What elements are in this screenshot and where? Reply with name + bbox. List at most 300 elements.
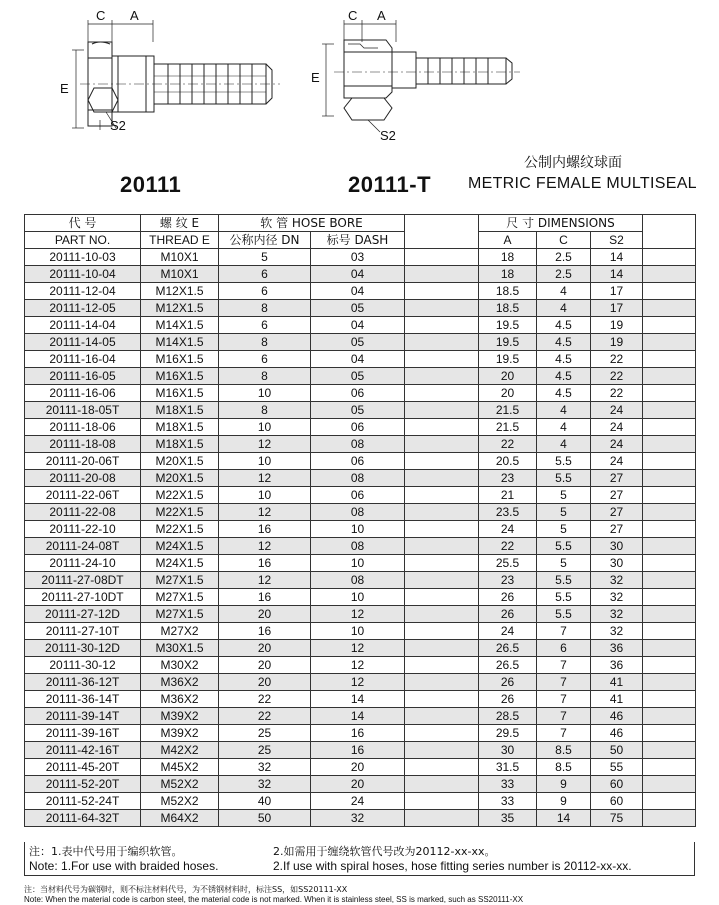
cell-thread: M30X2 (141, 657, 219, 674)
cell-a: 26 (479, 589, 537, 606)
cell-part-no: 20111-22-06T (25, 487, 141, 504)
cell-thread: M52X2 (141, 793, 219, 810)
header-dash: 标号 DASH (311, 232, 405, 249)
cell-a: 35 (479, 810, 537, 827)
table-row (25, 657, 696, 674)
cell-s2: 60 (591, 776, 643, 793)
cell-blank (405, 368, 479, 385)
cell-blank (405, 640, 479, 657)
cell-blank2 (643, 776, 696, 793)
cell-blank (405, 759, 479, 776)
cell-dn: 20 (219, 606, 311, 623)
cell-thread: M12X1.5 (141, 283, 219, 300)
cell-a: 28.5 (479, 708, 537, 725)
title-english: METRIC FEMALE MULTISEAL (468, 175, 697, 192)
cell-c: 14 (537, 810, 591, 827)
cell-blank2 (643, 810, 696, 827)
table-row (25, 487, 696, 504)
cell-s2: 50 (591, 742, 643, 759)
header-part-no: PART NO. (25, 232, 141, 249)
drawing-20111 (72, 20, 280, 130)
cell-blank (405, 742, 479, 759)
cell-dash: 24 (311, 793, 405, 810)
cell-thread: M22X1.5 (141, 521, 219, 538)
cell-c: 4.5 (537, 334, 591, 351)
cell-part-no: 20111-36-14T (25, 691, 141, 708)
cell-s2: 46 (591, 725, 643, 742)
cell-dn: 25 (219, 742, 311, 759)
note-cn-2: 2.如需用于缠绕软管代号改为20112-xx-xx。 (273, 845, 496, 858)
header-blank (405, 215, 479, 249)
cell-dash: 06 (311, 453, 405, 470)
cell-dash: 16 (311, 725, 405, 742)
cell-dash: 08 (311, 470, 405, 487)
cell-dash: 10 (311, 555, 405, 572)
cell-dash: 05 (311, 402, 405, 419)
cell-blank2 (643, 708, 696, 725)
footer-note-en: Note: When the material code is carbon steel, the material code is not marked. When it is stainless steel, SS is marked, such as SS20111-XX (24, 895, 524, 904)
cell-c: 5.5 (537, 453, 591, 470)
cell-thread: M10X1 (141, 266, 219, 283)
cell-a: 21.5 (479, 419, 537, 436)
cell-thread: M30X1.5 (141, 640, 219, 657)
cell-c: 4 (537, 436, 591, 453)
part-series-code-t: 20111-T (348, 172, 432, 197)
drawing-20111-T (322, 20, 520, 132)
cell-blank (405, 249, 479, 266)
cell-part-no: 20111-42-16T (25, 742, 141, 759)
cell-thread: M64X2 (141, 810, 219, 827)
cell-dash: 05 (311, 368, 405, 385)
cell-part-no: 20111-20-06T (25, 453, 141, 470)
cell-blank2 (643, 249, 696, 266)
cell-dn: 16 (219, 623, 311, 640)
cell-s2: 14 (591, 266, 643, 283)
cell-thread: M39X2 (141, 708, 219, 725)
cell-part-no: 20111-30-12 (25, 657, 141, 674)
cell-s2: 27 (591, 504, 643, 521)
cell-s2: 32 (591, 606, 643, 623)
table-row (25, 776, 696, 793)
cell-part-no: 20111-16-05 (25, 368, 141, 385)
cell-c: 4.5 (537, 368, 591, 385)
cell-blank (405, 351, 479, 368)
cell-blank2 (643, 334, 696, 351)
cell-dn: 10 (219, 419, 311, 436)
cell-c: 9 (537, 793, 591, 810)
cell-dn: 8 (219, 300, 311, 317)
cell-blank2 (643, 402, 696, 419)
cell-dn: 10 (219, 487, 311, 504)
cell-a: 21 (479, 487, 537, 504)
table-row (25, 572, 696, 589)
cell-part-no: 20111-27-10DT (25, 589, 141, 606)
cell-blank2 (643, 436, 696, 453)
cell-blank2 (643, 759, 696, 776)
cell-blank (405, 453, 479, 470)
cell-dn: 6 (219, 266, 311, 283)
cell-thread: M22X1.5 (141, 504, 219, 521)
cell-blank (405, 708, 479, 725)
table-row (25, 402, 696, 419)
cell-blank2 (643, 725, 696, 742)
cell-thread: M36X2 (141, 674, 219, 691)
table-row (25, 249, 696, 266)
cell-dn: 6 (219, 283, 311, 300)
cell-dn: 32 (219, 776, 311, 793)
cell-blank2 (643, 589, 696, 606)
cell-blank (405, 385, 479, 402)
header-part-cn: 代 号 (25, 215, 141, 232)
cell-c: 5 (537, 487, 591, 504)
cell-dn: 12 (219, 504, 311, 521)
cell-thread: M27X1.5 (141, 589, 219, 606)
cell-dash: 08 (311, 504, 405, 521)
cell-dn: 20 (219, 640, 311, 657)
cell-dash: 12 (311, 640, 405, 657)
cell-a: 20.5 (479, 453, 537, 470)
cell-dash: 06 (311, 419, 405, 436)
cell-s2: 24 (591, 419, 643, 436)
cell-part-no: 20111-39-16T (25, 725, 141, 742)
cell-a: 18 (479, 249, 537, 266)
cell-dn: 12 (219, 470, 311, 487)
cell-blank2 (643, 572, 696, 589)
cell-a: 23 (479, 470, 537, 487)
cell-blank2 (643, 470, 696, 487)
cell-dash: 14 (311, 691, 405, 708)
cell-blank (405, 402, 479, 419)
cell-part-no: 20111-16-06 (25, 385, 141, 402)
table-row (25, 470, 696, 487)
cell-s2: 24 (591, 402, 643, 419)
specification-table (24, 214, 696, 827)
cell-blank2 (643, 266, 696, 283)
cell-dn: 16 (219, 521, 311, 538)
cell-blank (405, 810, 479, 827)
cell-c: 7 (537, 657, 591, 674)
cell-dash: 03 (311, 249, 405, 266)
cell-dn: 16 (219, 555, 311, 572)
table-row (25, 691, 696, 708)
cell-blank2 (643, 555, 696, 572)
cell-c: 7 (537, 725, 591, 742)
table-row (25, 436, 696, 453)
cell-thread: M18X1.5 (141, 436, 219, 453)
cell-s2: 75 (591, 810, 643, 827)
cell-a: 33 (479, 793, 537, 810)
cell-c: 5.5 (537, 538, 591, 555)
cell-thread: M27X1.5 (141, 572, 219, 589)
header-thread-cn: 螺 纹 E (141, 215, 219, 232)
cell-dash: 12 (311, 674, 405, 691)
cell-blank2 (643, 742, 696, 759)
cell-thread: M24X1.5 (141, 538, 219, 555)
cell-thread: M42X2 (141, 742, 219, 759)
cell-blank (405, 572, 479, 589)
cell-c: 7 (537, 674, 591, 691)
cell-thread: M27X1.5 (141, 606, 219, 623)
table-row (25, 810, 696, 827)
cell-a: 18 (479, 266, 537, 283)
cell-dash: 12 (311, 657, 405, 674)
cell-a: 26.5 (479, 640, 537, 657)
cell-dn: 25 (219, 725, 311, 742)
cell-a: 19.5 (479, 317, 537, 334)
dim-label-e-left: E (60, 81, 69, 96)
cell-part-no: 20111-18-05T (25, 402, 141, 419)
table-row (25, 419, 696, 436)
cell-a: 24 (479, 623, 537, 640)
table-row (25, 708, 696, 725)
cell-s2: 14 (591, 249, 643, 266)
cell-dash: 08 (311, 538, 405, 555)
cell-blank2 (643, 521, 696, 538)
cell-blank (405, 589, 479, 606)
cell-part-no: 20111-24-08T (25, 538, 141, 555)
cell-blank (405, 691, 479, 708)
table-row (25, 640, 696, 657)
cell-part-no: 20111-52-20T (25, 776, 141, 793)
cell-a: 29.5 (479, 725, 537, 742)
cell-thread: M14X1.5 (141, 334, 219, 351)
cell-thread: M36X2 (141, 691, 219, 708)
cell-dash: 06 (311, 385, 405, 402)
table-row (25, 368, 696, 385)
cell-c: 5.5 (537, 572, 591, 589)
dim-label-c-right: C (348, 8, 358, 23)
cell-blank (405, 776, 479, 793)
table-row (25, 521, 696, 538)
cell-part-no: 20111-20-08 (25, 470, 141, 487)
cell-thread: M20X1.5 (141, 470, 219, 487)
cell-dn: 8 (219, 334, 311, 351)
footer-note-cn: 注：当材料代号为碳钢时，则不标注材料代号，为不锈钢材料时，标注SS，如SS20111-XX (24, 885, 348, 894)
cell-c: 4 (537, 300, 591, 317)
cell-s2: 30 (591, 555, 643, 572)
cell-part-no: 20111-36-12T (25, 674, 141, 691)
table-row (25, 300, 696, 317)
cell-s2: 27 (591, 487, 643, 504)
cell-part-no: 20111-27-08DT (25, 572, 141, 589)
cell-dn: 8 (219, 402, 311, 419)
cell-c: 5 (537, 521, 591, 538)
cell-c: 8.5 (537, 742, 591, 759)
table-row (25, 334, 696, 351)
cell-dn: 50 (219, 810, 311, 827)
note-cn-1: 注：1.表中代号用于编织软管。 (29, 845, 183, 858)
header-a: A (479, 232, 537, 249)
cell-s2: 17 (591, 300, 643, 317)
cell-blank (405, 606, 479, 623)
cell-c: 4 (537, 419, 591, 436)
cell-a: 18.5 (479, 283, 537, 300)
note-en-1: Note: 1.For use with braided hoses. (29, 859, 219, 873)
cell-blank (405, 793, 479, 810)
part-series-code: 20111 (120, 172, 182, 197)
cell-blank2 (643, 793, 696, 810)
cell-s2: 24 (591, 453, 643, 470)
cell-dn: 12 (219, 572, 311, 589)
header-s2: S2 (591, 232, 643, 249)
cell-s2: 32 (591, 572, 643, 589)
cell-c: 5.5 (537, 589, 591, 606)
cell-thread: M18X1.5 (141, 419, 219, 436)
cell-blank (405, 470, 479, 487)
cell-c: 8.5 (537, 759, 591, 776)
cell-a: 18.5 (479, 300, 537, 317)
cell-s2: 22 (591, 351, 643, 368)
cell-a: 26.5 (479, 657, 537, 674)
dim-label-c-left: C (96, 8, 106, 23)
cell-part-no: 20111-27-10T (25, 623, 141, 640)
cell-a: 26 (479, 606, 537, 623)
cell-thread: M45X2 (141, 759, 219, 776)
cell-part-no: 20111-14-05 (25, 334, 141, 351)
table-row (25, 742, 696, 759)
dim-label-a-right: A (377, 8, 386, 23)
cell-blank2 (643, 317, 696, 334)
cell-part-no: 20111-27-12D (25, 606, 141, 623)
cell-c: 4.5 (537, 317, 591, 334)
cell-dn: 16 (219, 589, 311, 606)
cell-dn: 20 (219, 674, 311, 691)
table-row (25, 793, 696, 810)
cell-part-no: 20111-18-06 (25, 419, 141, 436)
table-row (25, 538, 696, 555)
table-row (25, 351, 696, 368)
table-row (25, 606, 696, 623)
cell-blank2 (643, 368, 696, 385)
header-blank-right (643, 215, 696, 249)
cell-s2: 36 (591, 657, 643, 674)
cell-part-no: 20111-18-08 (25, 436, 141, 453)
cell-blank (405, 623, 479, 640)
cell-blank (405, 555, 479, 572)
cell-blank2 (643, 674, 696, 691)
dim-label-s2-right: S2 (380, 128, 396, 143)
cell-part-no: 20111-12-04 (25, 283, 141, 300)
cell-dn: 10 (219, 453, 311, 470)
cell-thread: M52X2 (141, 776, 219, 793)
cell-a: 22 (479, 436, 537, 453)
cell-dash: 20 (311, 776, 405, 793)
cell-c: 4 (537, 283, 591, 300)
cell-blank (405, 521, 479, 538)
cell-a: 19.5 (479, 334, 537, 351)
cell-c: 5 (537, 504, 591, 521)
cell-blank2 (643, 657, 696, 674)
cell-thread: M16X1.5 (141, 385, 219, 402)
cell-dn: 10 (219, 385, 311, 402)
header-dimensions: 尺 寸 DIMENSIONS (479, 215, 643, 232)
cell-blank (405, 657, 479, 674)
table-row (25, 759, 696, 776)
cell-dash: 14 (311, 708, 405, 725)
cell-blank (405, 538, 479, 555)
cell-blank (405, 504, 479, 521)
cell-dn: 22 (219, 708, 311, 725)
cell-blank (405, 283, 479, 300)
cell-c: 7 (537, 691, 591, 708)
header-c: C (537, 232, 591, 249)
cell-blank2 (643, 623, 696, 640)
cell-c: 5 (537, 555, 591, 572)
cell-a: 26 (479, 691, 537, 708)
cell-dn: 22 (219, 691, 311, 708)
cell-blank2 (643, 504, 696, 521)
cell-part-no: 20111-30-12D (25, 640, 141, 657)
cell-dash: 10 (311, 521, 405, 538)
cell-blank2 (643, 351, 696, 368)
table-row (25, 504, 696, 521)
cell-part-no: 20111-22-08 (25, 504, 141, 521)
cell-thread: M39X2 (141, 725, 219, 742)
cell-dash: 08 (311, 572, 405, 589)
title-chinese: 公制内螺纹球面 (524, 155, 622, 171)
cell-part-no: 20111-14-04 (25, 317, 141, 334)
cell-dash: 05 (311, 300, 405, 317)
cell-a: 19.5 (479, 351, 537, 368)
cell-part-no: 20111-22-10 (25, 521, 141, 538)
cell-blank2 (643, 453, 696, 470)
table-row (25, 283, 696, 300)
cell-c: 4 (537, 402, 591, 419)
cell-a: 25.5 (479, 555, 537, 572)
cell-part-no: 20111-39-14T (25, 708, 141, 725)
cell-blank2 (643, 640, 696, 657)
table-row (25, 453, 696, 470)
cell-s2: 36 (591, 640, 643, 657)
cell-blank (405, 436, 479, 453)
cell-s2: 19 (591, 317, 643, 334)
cell-thread: M18X1.5 (141, 402, 219, 419)
cell-blank2 (643, 300, 696, 317)
cell-thread: M16X1.5 (141, 351, 219, 368)
cell-s2: 17 (591, 283, 643, 300)
cell-dn: 8 (219, 368, 311, 385)
cell-blank2 (643, 691, 696, 708)
cell-dn: 6 (219, 351, 311, 368)
cell-a: 33 (479, 776, 537, 793)
table-row (25, 317, 696, 334)
cell-a: 23 (479, 572, 537, 589)
cell-blank2 (643, 385, 696, 402)
cell-blank2 (643, 419, 696, 436)
cell-a: 26 (479, 674, 537, 691)
cell-blank2 (643, 487, 696, 504)
cell-s2: 46 (591, 708, 643, 725)
cell-s2: 27 (591, 521, 643, 538)
cell-blank2 (643, 538, 696, 555)
cell-c: 9 (537, 776, 591, 793)
cell-dash: 05 (311, 334, 405, 351)
header-hose-bore: 软 管 HOSE BORE (219, 215, 405, 232)
cell-part-no: 20111-10-03 (25, 249, 141, 266)
cell-part-no: 20111-12-05 (25, 300, 141, 317)
dim-label-e-right: E (311, 70, 320, 85)
cell-blank2 (643, 283, 696, 300)
cell-c: 4.5 (537, 385, 591, 402)
cell-blank (405, 317, 479, 334)
cell-dash: 32 (311, 810, 405, 827)
cell-a: 21.5 (479, 402, 537, 419)
cell-a: 23.5 (479, 504, 537, 521)
cell-a: 24 (479, 521, 537, 538)
cell-blank (405, 334, 479, 351)
table-row (25, 623, 696, 640)
cell-blank2 (643, 606, 696, 623)
